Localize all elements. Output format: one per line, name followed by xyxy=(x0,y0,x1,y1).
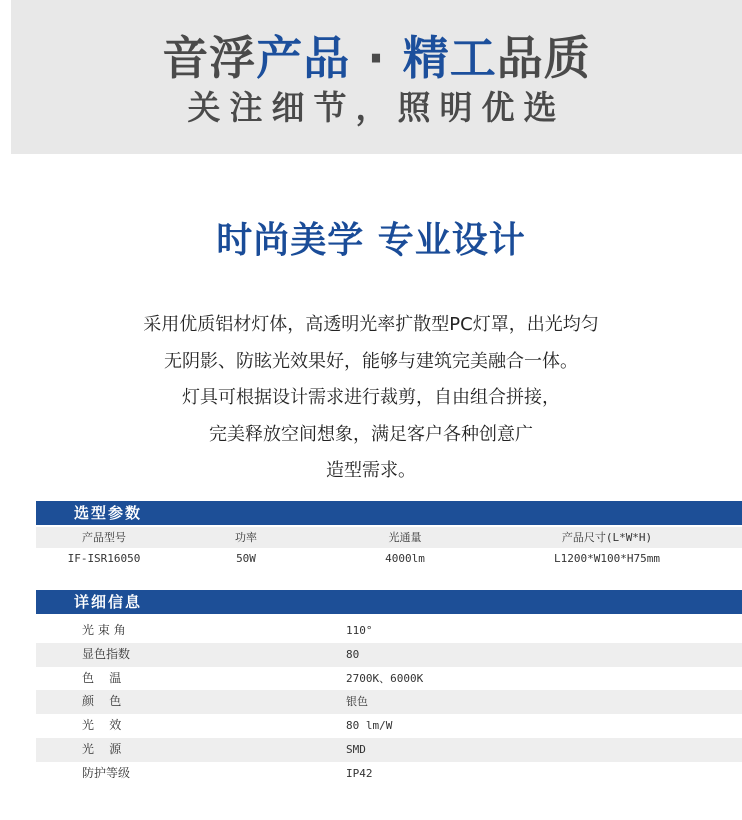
detail-table xyxy=(36,619,742,786)
detail-value: SMD xyxy=(346,742,366,756)
table-cell: IF-ISR16050 xyxy=(67,552,141,565)
table-cell: 50W xyxy=(236,552,256,565)
banner-slogan-part: 品质 xyxy=(496,31,591,85)
description-line: 采用优质铝材灯体，高透明光率扩散型PC灯罩，出光均匀 xyxy=(143,314,599,335)
detail-label: 色 温 xyxy=(82,670,122,685)
detail-row xyxy=(36,738,742,762)
table-cell: 4000lm xyxy=(385,552,425,565)
banner-slogan-part: 产品 xyxy=(256,31,351,85)
banner-slogan-part: 音浮 xyxy=(162,31,257,85)
description-line: 无阴影、防眩光效果好，能够与建筑完美融合一体。 xyxy=(164,350,578,372)
column-header: 功率 xyxy=(235,531,257,544)
description-line: 造型需求。 xyxy=(326,460,416,481)
detail-label: 颜 色 xyxy=(82,694,122,709)
column-header: 光通量 xyxy=(388,531,422,544)
detail-section-header xyxy=(36,590,742,614)
description-line: 完美释放空间想象，满足客户各种创意广 xyxy=(209,423,533,445)
table-cell: L1200*W100*H75mm xyxy=(554,552,660,565)
detail-value: 110° xyxy=(346,624,373,637)
detail-label: 光 源 xyxy=(82,741,122,756)
detail-row xyxy=(36,762,742,786)
detail-label: 光 效 xyxy=(82,718,122,733)
detail-value: 80 xyxy=(346,647,360,661)
detail-section-title: 详细信息 xyxy=(74,593,143,611)
top-banner xyxy=(11,0,742,154)
column-header: 产品型号 xyxy=(82,531,126,544)
banner-slogan xyxy=(11,30,742,86)
detail-row xyxy=(36,667,742,691)
spec-table xyxy=(36,527,742,569)
column-header: 产品尺寸(L*W*H) xyxy=(561,531,653,544)
description-line: 灯具可根据设计需求进行裁剪，自由组合拼接， xyxy=(182,387,560,408)
detail-value: 2700K、6000K xyxy=(346,671,424,685)
detail-row xyxy=(36,690,742,714)
section-heading: 时尚美学 专业设计 xyxy=(216,220,526,261)
detail-value: 银色 xyxy=(346,695,368,709)
banner-subslogan: 关注细节，照明优选 xyxy=(187,88,566,127)
detail-value: IP42 xyxy=(346,766,373,780)
detail-row xyxy=(36,714,742,738)
table-row xyxy=(36,548,742,569)
spec-table-header-row xyxy=(36,527,742,548)
spec-section-header xyxy=(36,501,742,525)
product-description xyxy=(0,310,742,493)
banner-slogan-part: 精工 xyxy=(402,31,497,85)
detail-label: 显色指数 xyxy=(82,646,131,661)
detail-row xyxy=(36,619,742,643)
detail-label: 防护等级 xyxy=(82,765,131,780)
spec-section-title: 选型参数 xyxy=(74,504,143,522)
detail-label: 光 束 角 xyxy=(82,623,126,637)
banner-slogan-dot: · xyxy=(367,31,386,85)
detail-row xyxy=(36,643,742,667)
detail-value: 80 lm/W xyxy=(346,719,393,733)
